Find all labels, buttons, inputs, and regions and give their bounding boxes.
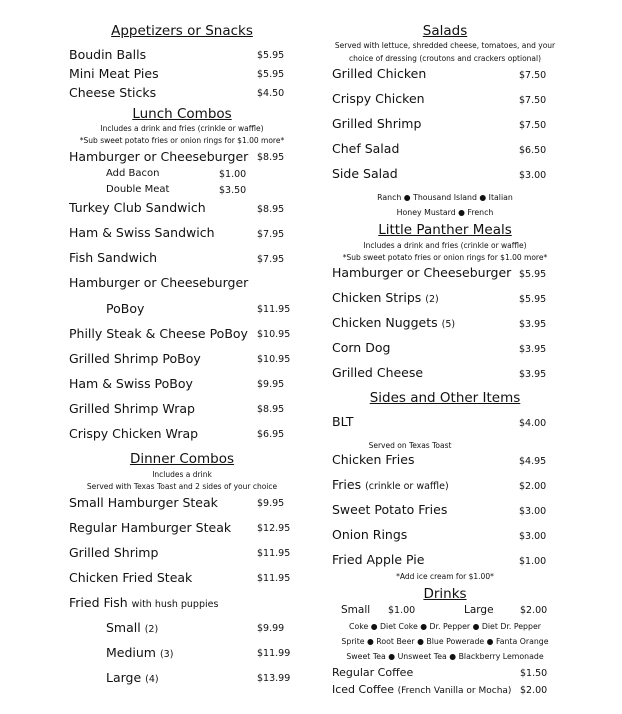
menu-item-name bbox=[332, 290, 439, 305]
item-suffix: (4) bbox=[145, 674, 159, 685]
drink-list: Sprite ● Root Beer ● Blue Powerade ● Fanta Orange bbox=[341, 637, 549, 646]
menu-item-name: Ham & Swiss PoBoy bbox=[69, 376, 193, 391]
menu-item-name: Sweet Potato Fries bbox=[332, 502, 448, 517]
section-note: Includes a drink and fries (crinkle or waffle) bbox=[100, 124, 264, 133]
menu-item-name: Grilled Shrimp bbox=[332, 116, 422, 131]
menu-item-price: $11.99 bbox=[257, 648, 291, 659]
menu-item-name bbox=[106, 670, 159, 685]
item-name: Hamburger or Cheeseburger bbox=[332, 265, 512, 280]
section-note: Served with lettuce, shredded cheese, tomatoes, and your bbox=[334, 41, 556, 50]
drink-size-price: $1.00 bbox=[388, 605, 416, 616]
item-name: Fried Fish bbox=[69, 595, 128, 610]
drinks-heading: Drinks bbox=[423, 586, 467, 602]
menu-item-name: Chicken Fried Steak bbox=[69, 570, 193, 585]
menu-item-name bbox=[69, 595, 218, 610]
menu-item-price: $4.50 bbox=[257, 88, 285, 99]
item-name: Grilled Cheese bbox=[332, 365, 424, 380]
menu-item-name: Boudin Balls bbox=[69, 47, 147, 62]
drink-list: Coke ● Diet Coke ● Dr. Pepper ● Diet Dr. Pepper bbox=[349, 622, 541, 631]
menu-item-price: $1.50 bbox=[520, 668, 548, 679]
item-suffix: (2) bbox=[425, 294, 439, 305]
menu-item-price: $5.95 bbox=[257, 50, 285, 61]
menu-item-price: $2.00 bbox=[520, 685, 548, 696]
addon-price: $3.50 bbox=[219, 185, 247, 196]
menu-item-name: Chicken Fries bbox=[332, 452, 415, 467]
addon-name: Add Bacon bbox=[106, 168, 160, 179]
lunch-combos-heading: Lunch Combos bbox=[132, 106, 232, 122]
item-name: Corn Dog bbox=[332, 340, 391, 355]
menu-item-name: Small Hamburger Steak bbox=[69, 495, 218, 510]
menu-item-price: $13.99 bbox=[257, 673, 291, 684]
item-name: Fries bbox=[332, 477, 362, 492]
menu-item-price: $11.95 bbox=[257, 304, 291, 315]
salads-heading: Salads bbox=[422, 23, 468, 39]
menu-item-price: $3.00 bbox=[519, 506, 547, 517]
dressing-list: Ranch ● Thousand Island ● Italian bbox=[377, 193, 513, 202]
menu-item-price: $2.00 bbox=[519, 481, 547, 492]
section-note: Served with Texas Toast and 2 sides of your choice bbox=[86, 482, 278, 491]
item-suffix: (5) bbox=[441, 319, 456, 330]
section-note: *Sub sweet potato fries or onion rings for $1.00 more* bbox=[79, 136, 285, 145]
menu-item-price: $3.00 bbox=[519, 531, 547, 542]
menu-item-name: Onion Rings bbox=[332, 527, 408, 542]
menu-item-price: $8.95 bbox=[257, 204, 285, 215]
menu-item-name: Fish Sandwich bbox=[69, 250, 158, 265]
item-name: Chicken Strips bbox=[332, 290, 422, 305]
little-panther-heading: Little Panther Meals bbox=[378, 222, 512, 238]
item-name: Small bbox=[106, 620, 141, 635]
menu-item-price: $7.50 bbox=[519, 120, 547, 131]
menu-item-name: Crispy Chicken Wrap bbox=[69, 426, 199, 441]
menu-item-name: Hamburger or Cheeseburger bbox=[69, 149, 249, 164]
menu-item-price: $7.50 bbox=[519, 95, 547, 106]
menu-item-name: Grilled Shrimp bbox=[69, 545, 159, 560]
item-suffix: (crinkle or waffle) bbox=[365, 481, 449, 492]
menu-item-name bbox=[332, 683, 511, 696]
menu-item-price: $9.99 bbox=[257, 623, 285, 634]
menu-item-name bbox=[332, 477, 449, 492]
menu-item-price: $6.50 bbox=[519, 145, 547, 156]
menu-item-price: $4.00 bbox=[519, 418, 547, 429]
item-name: Iced Coffee bbox=[332, 683, 395, 696]
section-note: *Sub sweet potato fries or onion rings for $1.00 more* bbox=[342, 253, 548, 262]
addon-price: $1.00 bbox=[219, 169, 247, 180]
menu-item-price: $9.95 bbox=[257, 498, 285, 509]
menu-item-price: $12.95 bbox=[257, 523, 291, 534]
item-name: Medium bbox=[106, 645, 156, 660]
menu-item-price: $3.00 bbox=[519, 170, 547, 181]
menu-item-price: $3.95 bbox=[519, 344, 547, 355]
drink-size-label: Small bbox=[341, 604, 371, 616]
menu-item-name: Fried Apple Pie bbox=[332, 552, 425, 567]
menu-item-price: $7.95 bbox=[257, 229, 285, 240]
menu-item-name: Side Salad bbox=[332, 166, 398, 181]
dinner-combos-heading: Dinner Combos bbox=[129, 451, 235, 467]
menu-item-price: $8.95 bbox=[257, 404, 285, 415]
menu-item-name: Hamburger or Cheeseburger bbox=[69, 275, 249, 290]
menu-item-name bbox=[332, 315, 455, 330]
menu-item-price: $7.95 bbox=[257, 254, 285, 265]
menu-item-name bbox=[332, 365, 423, 380]
menu-item-price: $5.95 bbox=[519, 269, 547, 280]
drink-size-label: Large bbox=[464, 604, 494, 616]
menu-item-name: Grilled Shrimp PoBoy bbox=[69, 351, 201, 366]
item-note: Served on Texas Toast bbox=[368, 441, 452, 450]
item-suffix: (French Vanilla or Mocha) bbox=[397, 686, 512, 696]
menu-item-price: $1.00 bbox=[519, 556, 547, 567]
item-name: Large bbox=[106, 670, 142, 685]
item-suffix: with hush puppies bbox=[131, 599, 219, 610]
menu-item-name: Ham & Swiss Sandwich bbox=[69, 225, 215, 240]
section-note: choice of dressing (croutons and crackers optional) bbox=[348, 54, 542, 63]
menu-item-price: $8.95 bbox=[257, 152, 285, 163]
menu-item-name bbox=[332, 340, 390, 355]
drink-size-price: $2.00 bbox=[520, 605, 548, 616]
menu-item-price: $11.95 bbox=[257, 573, 291, 584]
appetizers-heading: Appetizers or Snacks bbox=[111, 23, 253, 39]
menu-item-price: $7.50 bbox=[519, 70, 547, 81]
dressing-list: Honey Mustard ● French bbox=[396, 208, 494, 217]
menu-item-price: $10.95 bbox=[257, 354, 291, 365]
menu-item-name: PoBoy bbox=[106, 301, 145, 316]
menu-item-price: $3.95 bbox=[519, 319, 547, 330]
menu-item-price: $5.95 bbox=[257, 69, 285, 80]
menu-item-price: $11.95 bbox=[257, 548, 291, 559]
menu-item-price: $9.95 bbox=[257, 379, 285, 390]
menu-item-name: BLT bbox=[332, 414, 354, 429]
menu-item-name bbox=[332, 265, 511, 280]
menu-item-name: Crispy Chicken bbox=[332, 91, 425, 106]
menu-item-name: Philly Steak & Cheese PoBoy bbox=[69, 326, 248, 341]
menu-item-name bbox=[106, 620, 158, 635]
item-name: Chicken Nuggets bbox=[332, 315, 438, 330]
menu-item-name: Grilled Chicken bbox=[332, 66, 427, 81]
menu-item-name: Chef Salad bbox=[332, 141, 400, 156]
item-note: *Add ice cream for $1.00* bbox=[396, 572, 494, 581]
item-suffix: (2) bbox=[144, 624, 159, 635]
menu-item-price: $5.95 bbox=[519, 294, 547, 305]
menu-item-name: Turkey Club Sandwich bbox=[69, 200, 206, 215]
menu-item-name bbox=[106, 645, 173, 660]
menu-item-price: $4.95 bbox=[519, 456, 547, 467]
section-note: Includes a drink bbox=[152, 470, 212, 479]
item-suffix: (3) bbox=[159, 649, 174, 660]
menu-item-price: $3.95 bbox=[519, 369, 547, 380]
menu-item-name: Mini Meat Pies bbox=[69, 66, 159, 81]
menu-item-price: $6.95 bbox=[257, 429, 285, 440]
section-note: Includes a drink and fries (crinkle or waffle) bbox=[363, 241, 527, 250]
menu-item-name: Regular Hamburger Steak bbox=[69, 520, 232, 535]
addon-name: Double Meat bbox=[106, 184, 170, 195]
drink-list: Sweet Tea ● Unsweet Tea ● Blackberry Lemonade bbox=[346, 652, 544, 661]
menu-item-name: Regular Coffee bbox=[332, 666, 414, 679]
menu-item-name: Grilled Shrimp Wrap bbox=[69, 401, 195, 416]
menu-item-name: Cheese Sticks bbox=[69, 85, 157, 100]
menu-item-price: $10.95 bbox=[257, 329, 291, 340]
sides-heading: Sides and Other Items bbox=[369, 390, 521, 406]
